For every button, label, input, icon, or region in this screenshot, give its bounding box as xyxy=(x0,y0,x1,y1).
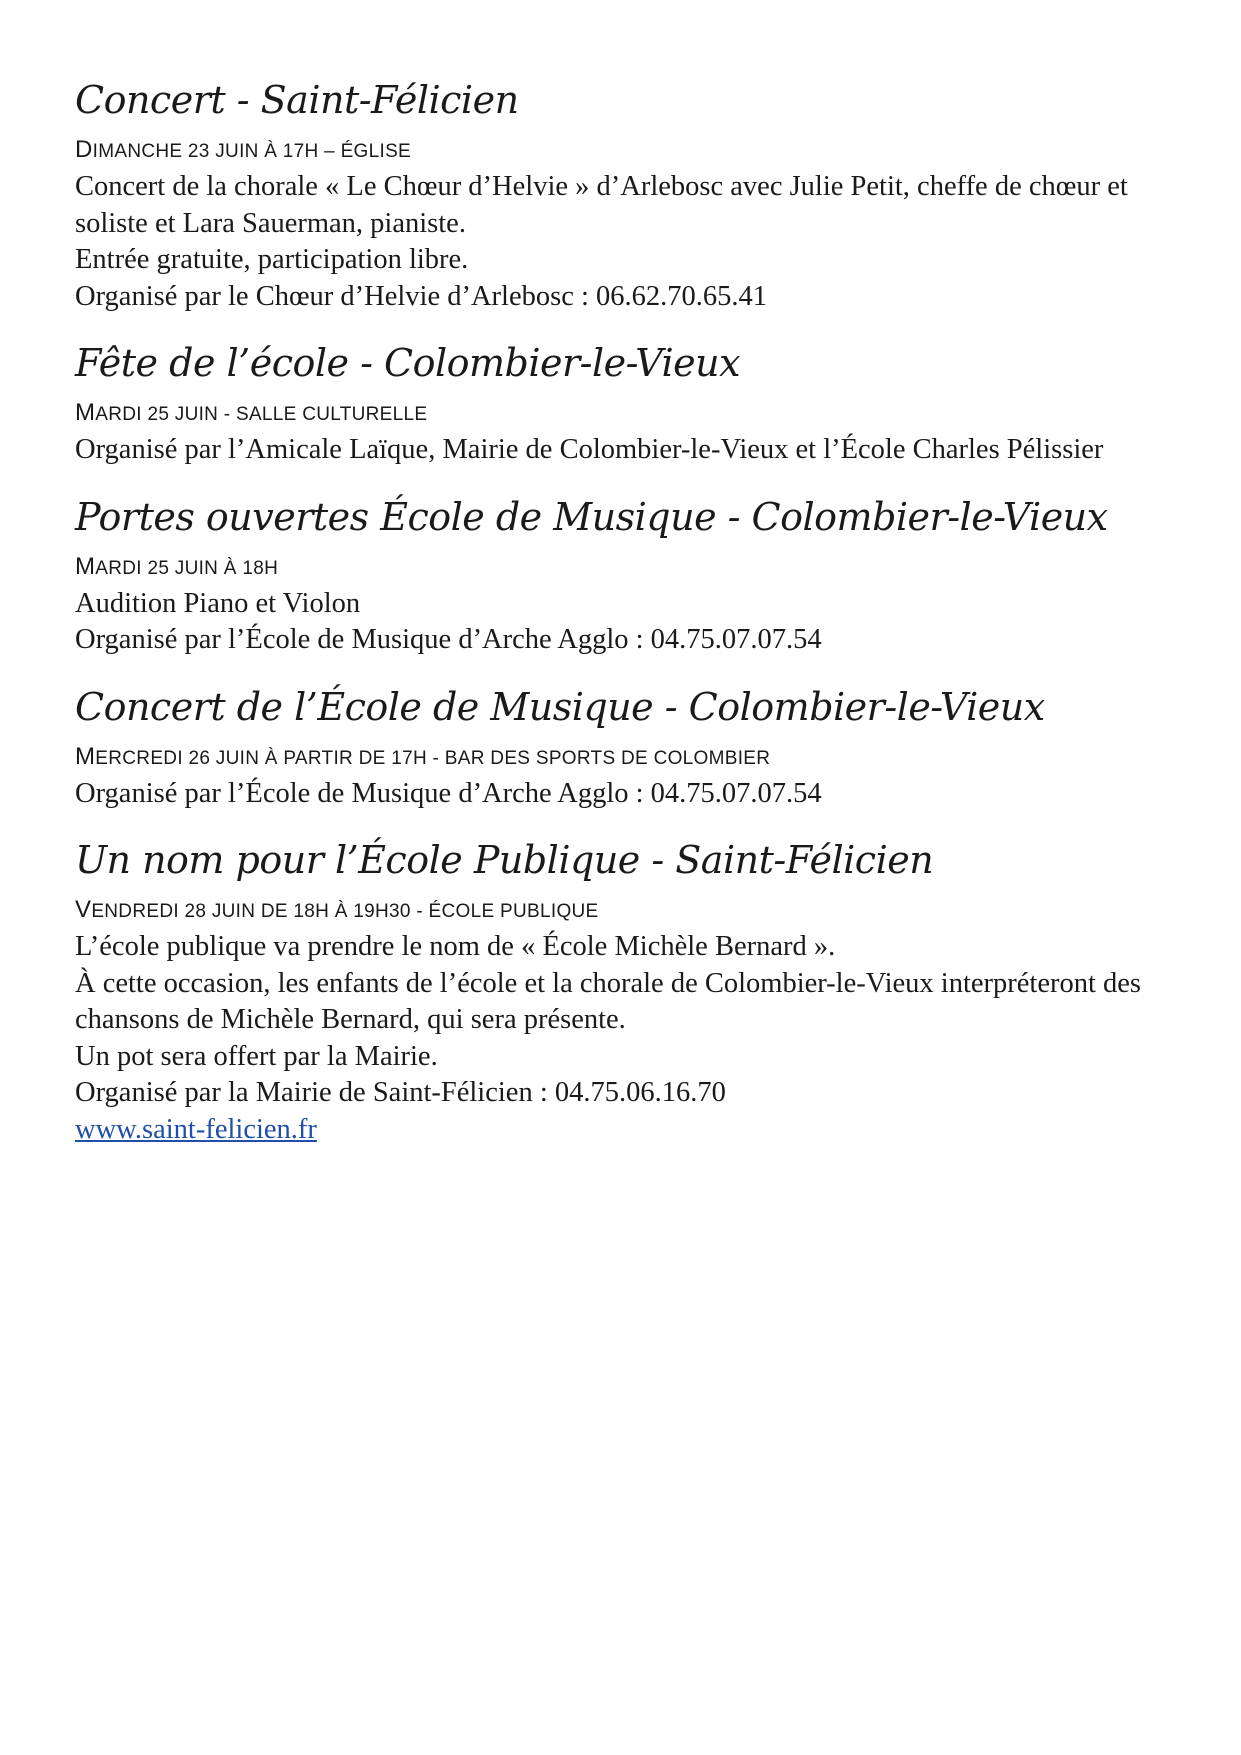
event-organizer: Organisé par le Chœur d’Helvie d’Arlebosc : 06.62.70.65.41 xyxy=(75,280,768,312)
event-date xyxy=(75,892,1175,929)
event-organizer: Organisé par l’Amicale Laïque, Mairie de Colombier-le-Vieux et l’École Charles Pélissier xyxy=(75,434,1104,465)
event-title: Un nom pour l’École Publique - Saint-Félicien xyxy=(75,838,934,882)
date-rest: ARDI 25 JUIN À 18H xyxy=(95,557,279,579)
event-portes-ouvertes xyxy=(75,489,1175,659)
event-note: Un pot sera offert par la Mairie. xyxy=(75,1040,438,1072)
event-description: L’école publique va prendre le nom de « École Michèle Bernard ». xyxy=(75,931,836,962)
date-rest: IMANCHE 23 JUIN À 17H – ÉGLISE xyxy=(92,141,412,162)
event-entry-info: Entrée gratuite, participation libre. xyxy=(75,244,469,275)
event-link-line xyxy=(75,1112,1175,1149)
event-date xyxy=(75,739,1175,776)
event-organizer: Organisé par l’École de Musique d’Arche Agglo : 04.75.07.07.54 xyxy=(75,624,822,655)
date-rest: ERCREDI 26 JUIN À PARTIR DE 17H - BAR DES SPORTS DE COLOMBIER xyxy=(95,747,771,769)
event-description: Concert de la chorale « Le Chœur d’Helvie » d’Arlebosc avec Julie Petit, cheffe de chœur et soliste et Lara Sauerman, pianiste. xyxy=(75,171,1128,239)
event-organizer: Organisé par l’École de Musique d’Arche Agglo : 04.75.07.07.54 xyxy=(75,777,822,809)
date-initial: M xyxy=(75,552,96,580)
event-title: Concert - Saint-Félicien xyxy=(75,78,519,122)
event-date xyxy=(75,395,1175,432)
event-date xyxy=(75,549,1175,586)
event-nom-ecole-publique xyxy=(75,832,1175,1148)
event-description: Audition Piano et Violon xyxy=(75,587,361,619)
website-link[interactable]: www.saint-felicien.fr xyxy=(75,1113,317,1145)
event-title: Concert de l’École de Musique - Colombier-le-Vieux xyxy=(75,684,1045,729)
date-initial: M xyxy=(75,742,96,770)
events-page xyxy=(75,72,1175,1168)
event-title: Fête de l’école - Colombier-le-Vieux xyxy=(75,341,741,385)
event-concert-ecole-musique xyxy=(75,679,1175,813)
date-rest: ARDI 25 JUIN - SALLE CULTURELLE xyxy=(95,404,428,425)
event-title: Portes ouvertes École de Musique - Colombier-le-Vieux xyxy=(75,494,1108,539)
date-initial: M xyxy=(75,399,96,426)
date-initial: V xyxy=(75,896,92,923)
date-rest: ENDREDI 28 JUIN DE 18H À 19H30 - ÉCOLE PUBLIQUE xyxy=(91,901,599,922)
event-organizer: Organisé par la Mairie de Saint-Félicien : 04.75.06.16.70 xyxy=(75,1077,726,1108)
date-initial: D xyxy=(75,136,93,163)
event-fete-ecole xyxy=(75,335,1175,469)
event-date xyxy=(75,132,1175,169)
event-concert-saint-felicien xyxy=(75,72,1175,315)
event-description: À cette occasion, les enfants de l’école et la chorale de Colombier-le-Vieux interpréteront des chansons de Michèle Bernard, qui sera présente. xyxy=(75,967,1142,1035)
